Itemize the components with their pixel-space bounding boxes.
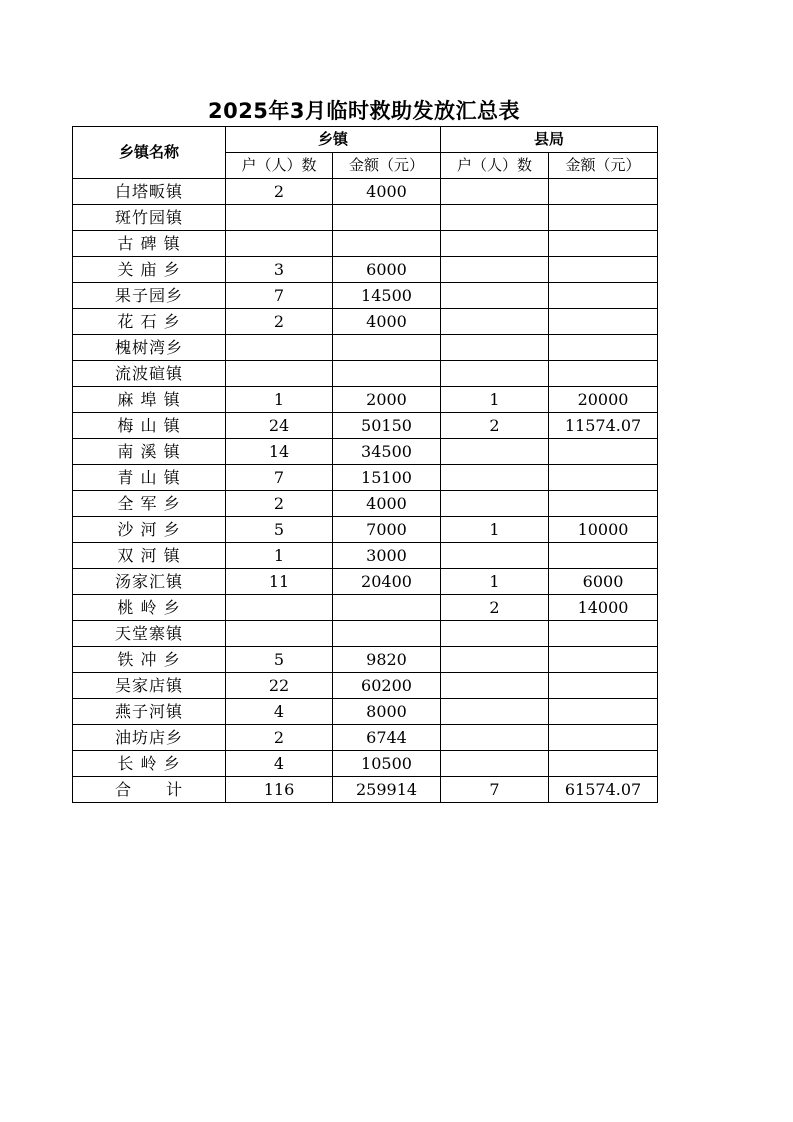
county-households-cell	[441, 647, 549, 673]
county-households-cell	[441, 725, 549, 751]
header-group-township: 乡镇	[226, 127, 441, 153]
township-amount-cell: 15100	[333, 465, 441, 491]
township-amount-cell	[333, 205, 441, 231]
county-amount-cell	[549, 361, 658, 387]
table-row	[73, 257, 658, 283]
table-row	[73, 569, 658, 595]
township-name-cell: 全 军 乡	[73, 491, 226, 517]
table-row	[73, 595, 658, 621]
county-amount-cell	[549, 231, 658, 257]
county-amount-cell: 14000	[549, 595, 658, 621]
township-amount-cell: 4000	[333, 179, 441, 205]
total-county-households: 7	[441, 777, 549, 803]
township-name-cell: 天堂寨镇	[73, 621, 226, 647]
township-name-cell: 流波碹镇	[73, 361, 226, 387]
township-amount-cell: 8000	[333, 699, 441, 725]
county-households-cell	[441, 543, 549, 569]
township-name-cell: 铁 冲 乡	[73, 647, 226, 673]
county-households-cell	[441, 283, 549, 309]
township-name-cell: 槐树湾乡	[73, 335, 226, 361]
table-row	[73, 361, 658, 387]
township-households-cell: 11	[226, 569, 333, 595]
county-households-cell	[441, 699, 549, 725]
county-households-cell	[441, 205, 549, 231]
township-amount-cell	[333, 621, 441, 647]
county-amount-cell	[549, 335, 658, 361]
county-households-cell: 1	[441, 569, 549, 595]
header-township-amount: 金额（元）	[333, 153, 441, 179]
county-households-cell: 1	[441, 517, 549, 543]
township-amount-cell	[333, 361, 441, 387]
header-township-households: 户（人）数	[226, 153, 333, 179]
township-name-cell: 麻 埠 镇	[73, 387, 226, 413]
township-amount-cell: 14500	[333, 283, 441, 309]
total-county-amount: 61574.07	[549, 777, 658, 803]
county-households-cell	[441, 335, 549, 361]
township-households-cell: 24	[226, 413, 333, 439]
county-amount-cell	[549, 647, 658, 673]
header-county-amount: 金额（元）	[549, 153, 658, 179]
table-row	[73, 335, 658, 361]
township-amount-cell: 10500	[333, 751, 441, 777]
county-households-cell	[441, 491, 549, 517]
township-households-cell: 4	[226, 699, 333, 725]
table-row	[73, 309, 658, 335]
township-households-cell: 1	[226, 543, 333, 569]
township-households-cell: 5	[226, 517, 333, 543]
total-row	[73, 777, 658, 803]
table-row	[73, 621, 658, 647]
county-amount-cell: 20000	[549, 387, 658, 413]
county-households-cell: 2	[441, 413, 549, 439]
township-households-cell: 2	[226, 179, 333, 205]
township-households-cell: 4	[226, 751, 333, 777]
township-amount-cell	[333, 335, 441, 361]
township-amount-cell: 9820	[333, 647, 441, 673]
township-amount-cell: 4000	[333, 491, 441, 517]
table-row	[73, 387, 658, 413]
township-households-cell: 3	[226, 257, 333, 283]
township-name-cell: 燕子河镇	[73, 699, 226, 725]
table-row	[73, 647, 658, 673]
county-amount-cell	[549, 699, 658, 725]
township-name-cell: 花 石 乡	[73, 309, 226, 335]
table-row	[73, 465, 658, 491]
table-row	[73, 231, 658, 257]
total-label: 合 计	[73, 777, 226, 803]
total-township-households: 116	[226, 777, 333, 803]
township-households-cell: 14	[226, 439, 333, 465]
county-households-cell	[441, 465, 549, 491]
table-row	[73, 283, 658, 309]
table-body	[73, 179, 658, 777]
county-amount-cell	[549, 283, 658, 309]
table-row	[73, 517, 658, 543]
county-amount-cell: 11574.07	[549, 413, 658, 439]
township-name-cell: 梅 山 镇	[73, 413, 226, 439]
relief-summary-table	[72, 126, 658, 803]
township-amount-cell: 34500	[333, 439, 441, 465]
township-name-cell: 吴家店镇	[73, 673, 226, 699]
township-amount-cell: 20400	[333, 569, 441, 595]
county-households-cell	[441, 231, 549, 257]
township-name-cell: 斑竹园镇	[73, 205, 226, 231]
township-name-cell: 沙 河 乡	[73, 517, 226, 543]
county-amount-cell	[549, 465, 658, 491]
township-households-cell	[226, 231, 333, 257]
township-name-cell: 南 溪 镇	[73, 439, 226, 465]
table-row	[73, 673, 658, 699]
county-amount-cell	[549, 257, 658, 283]
township-name-cell: 汤家汇镇	[73, 569, 226, 595]
township-households-cell	[226, 595, 333, 621]
header-county-households: 户（人）数	[441, 153, 549, 179]
township-amount-cell: 6744	[333, 725, 441, 751]
township-amount-cell: 60200	[333, 673, 441, 699]
township-households-cell	[226, 361, 333, 387]
county-amount-cell	[549, 543, 658, 569]
table-footer	[73, 777, 658, 803]
township-amount-cell	[333, 231, 441, 257]
township-households-cell	[226, 205, 333, 231]
county-amount-cell	[549, 309, 658, 335]
county-households-cell	[441, 179, 549, 205]
county-households-cell	[441, 439, 549, 465]
county-amount-cell	[549, 725, 658, 751]
township-amount-cell: 7000	[333, 517, 441, 543]
table-row	[73, 179, 658, 205]
township-households-cell: 2	[226, 309, 333, 335]
township-amount-cell	[333, 595, 441, 621]
township-households-cell: 2	[226, 725, 333, 751]
township-households-cell	[226, 621, 333, 647]
township-households-cell: 22	[226, 673, 333, 699]
county-amount-cell	[549, 751, 658, 777]
township-name-cell: 古 碑 镇	[73, 231, 226, 257]
table-row	[73, 413, 658, 439]
county-amount-cell: 10000	[549, 517, 658, 543]
county-households-cell: 1	[441, 387, 549, 413]
page-title: 2025年3月临时救助发放汇总表	[207, 99, 521, 123]
table-row	[73, 491, 658, 517]
table-row	[73, 725, 658, 751]
county-households-cell	[441, 361, 549, 387]
township-name-cell: 白塔畈镇	[73, 179, 226, 205]
county-amount-cell: 6000	[549, 569, 658, 595]
township-amount-cell: 6000	[333, 257, 441, 283]
county-households-cell	[441, 257, 549, 283]
township-households-cell: 7	[226, 283, 333, 309]
township-name-cell: 果子园乡	[73, 283, 226, 309]
township-households-cell	[226, 335, 333, 361]
township-households-cell: 7	[226, 465, 333, 491]
total-township-amount: 259914	[333, 777, 441, 803]
township-households-cell: 2	[226, 491, 333, 517]
table-row	[73, 699, 658, 725]
township-name-cell: 双 河 镇	[73, 543, 226, 569]
township-households-cell: 1	[226, 387, 333, 413]
header-group-county: 县局	[441, 127, 658, 153]
county-amount-cell	[549, 179, 658, 205]
county-amount-cell	[549, 673, 658, 699]
township-name-cell: 长 岭 乡	[73, 751, 226, 777]
county-amount-cell	[549, 621, 658, 647]
county-amount-cell	[549, 205, 658, 231]
county-households-cell	[441, 673, 549, 699]
township-amount-cell: 2000	[333, 387, 441, 413]
township-amount-cell: 3000	[333, 543, 441, 569]
township-name-cell: 油坊店乡	[73, 725, 226, 751]
table-header	[73, 127, 658, 179]
county-households-cell	[441, 309, 549, 335]
township-amount-cell: 50150	[333, 413, 441, 439]
township-amount-cell: 4000	[333, 309, 441, 335]
table-row	[73, 439, 658, 465]
table-row	[73, 751, 658, 777]
county-amount-cell	[549, 439, 658, 465]
county-households-cell: 2	[441, 595, 549, 621]
county-households-cell	[441, 621, 549, 647]
header-township-name: 乡镇名称	[73, 127, 226, 179]
township-name-cell: 青 山 镇	[73, 465, 226, 491]
township-name-cell: 桃 岭 乡	[73, 595, 226, 621]
table-row	[73, 205, 658, 231]
county-households-cell	[441, 751, 549, 777]
county-amount-cell	[549, 491, 658, 517]
table-row	[73, 543, 658, 569]
township-name-cell: 关 庙 乡	[73, 257, 226, 283]
township-households-cell: 5	[226, 647, 333, 673]
